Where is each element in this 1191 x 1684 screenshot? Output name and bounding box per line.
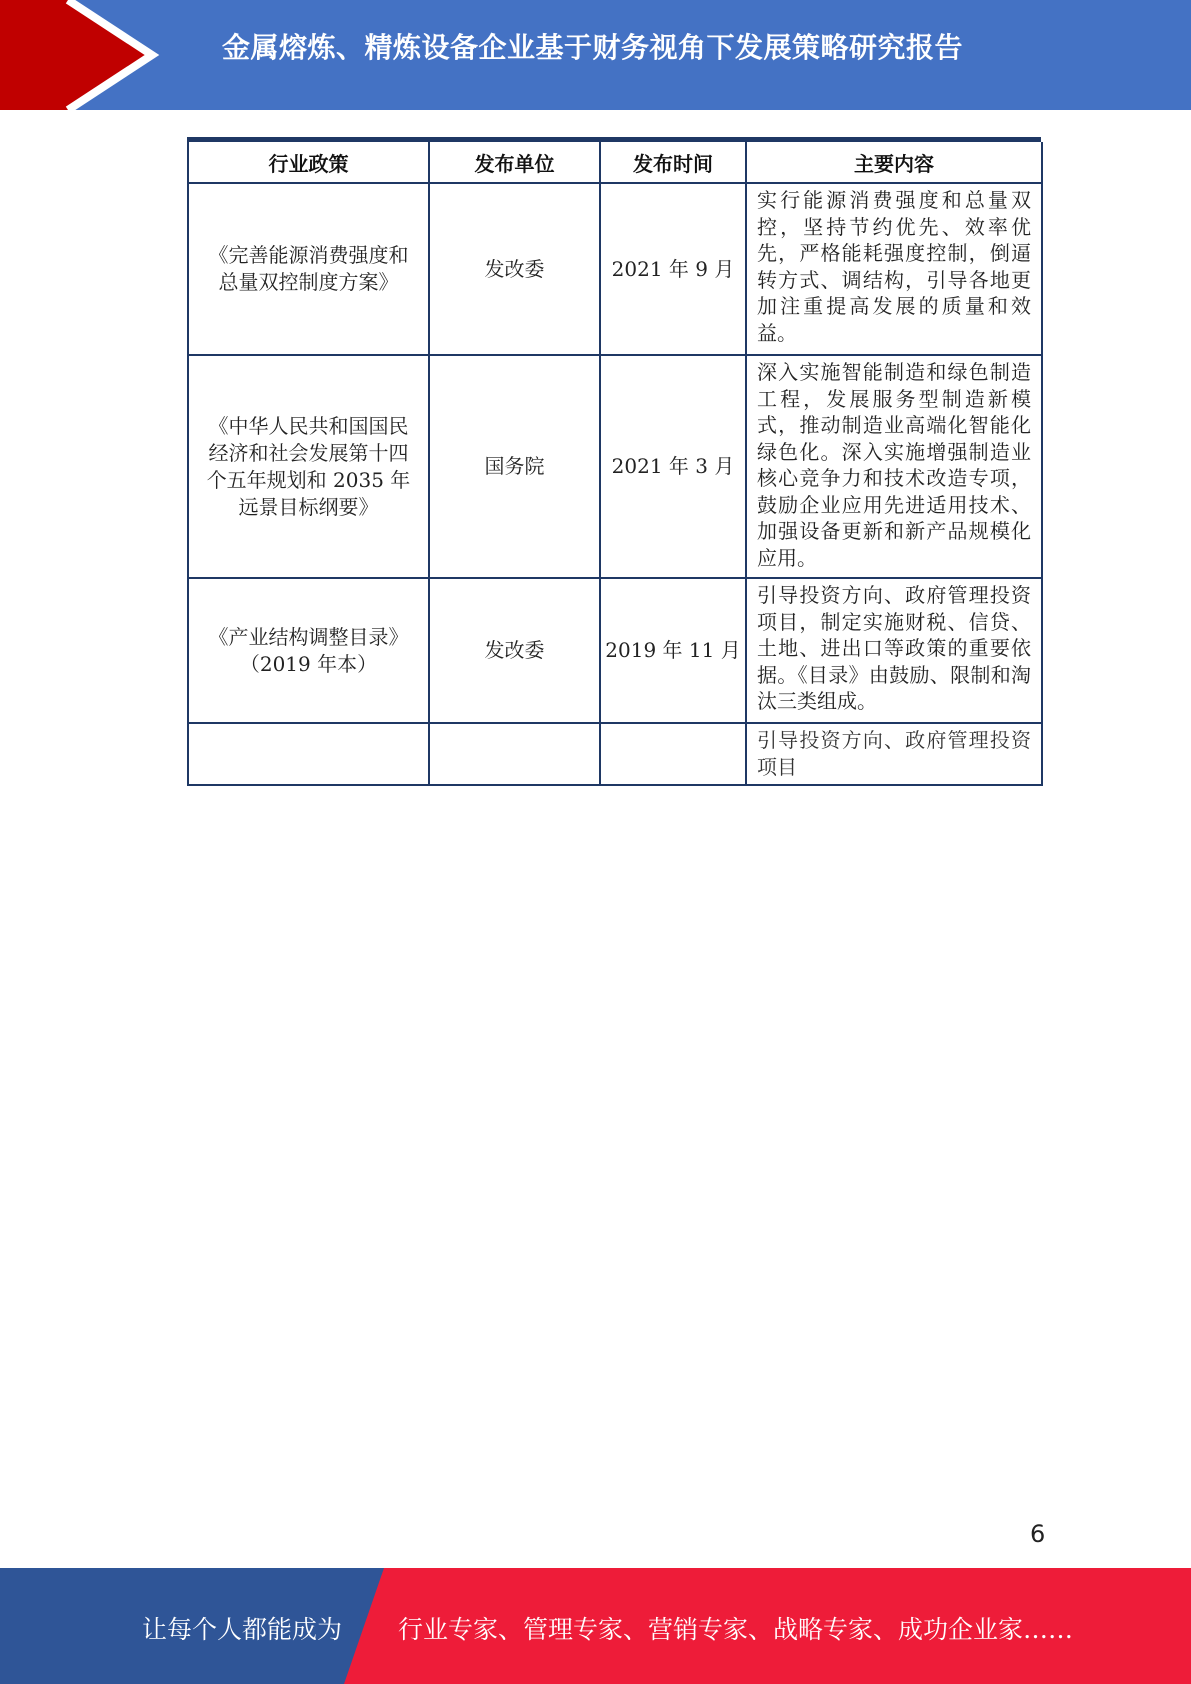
page-footer bbox=[0, 1568, 1191, 1684]
date-cell: 2021 年 3 月 bbox=[600, 355, 746, 578]
report-title: 金属熔炼、精炼设备企业基于财务视角下发展策略研究报告 bbox=[222, 31, 964, 64]
date-cell: 2021 年 9 月 bbox=[600, 183, 746, 355]
chevron-arrow-icon bbox=[0, 0, 160, 110]
issuer-cell: 发改委 bbox=[429, 578, 600, 723]
table-header-row bbox=[188, 142, 1042, 183]
issuer-cell: 国务院 bbox=[429, 355, 600, 578]
policy-name-cell: 《完善能源消费强度和总量双控制度方案》 bbox=[188, 183, 429, 355]
policy-name-line: 《产业结构调整目录》 bbox=[208, 624, 409, 649]
content-cell: 引导投资方向、政府管理投资项目，制定实施财税、信贷、土地、进出口等政策的重要依据。《目录》由鼓励、限制和淘汰三类组成。 bbox=[746, 578, 1042, 723]
column-header-policy: 行业政策 bbox=[188, 142, 429, 183]
policy-name-cell bbox=[188, 578, 429, 723]
column-header-date: 发布时间 bbox=[600, 142, 746, 183]
policy-table bbox=[187, 142, 1043, 786]
page-number: 6 bbox=[1030, 1520, 1046, 1548]
column-header-issuer: 发布单位 bbox=[429, 142, 600, 183]
partial-cell bbox=[188, 723, 429, 785]
partial-cell bbox=[429, 723, 600, 785]
policy-name-line: （2019 年本） bbox=[239, 651, 378, 676]
column-header-content: 主要内容 bbox=[746, 142, 1042, 183]
content-cell: 实行能源消费强度和总量双控，坚持节约优先、效率优先，严格能耗强度控制，倒逼转方式、调结构，引导各地更加注重提高发展的质量和效益。 bbox=[746, 183, 1042, 355]
table-row bbox=[188, 578, 1042, 723]
partial-row-text: 引导投资方向、政府管理投资项目 bbox=[757, 728, 1031, 779]
policy-name-cell: 《中华人民共和国国民经济和社会发展第十四个五年规划和 2035 年远景目标纲要》 bbox=[188, 355, 429, 578]
footer-slogan-right: 行业专家、管理专家、营销专家、战略专家、成功企业家…… bbox=[398, 1615, 1074, 1644]
table-row-partial bbox=[188, 723, 1042, 785]
partial-content-cell bbox=[746, 723, 1042, 785]
policy-table-container bbox=[187, 137, 1041, 779]
page-header bbox=[0, 0, 1191, 110]
content-cell: 深入实施智能制造和绿色制造工程，发展服务型制造新模式，推动制造业高端化智能化绿色化。深入实施增强制造业核心竞争力和技术改造专项，鼓励企业应用先进适用技术、加强设备更新和新产品规模化应用。 bbox=[746, 355, 1042, 578]
footer-slogan-left: 让每个人都能成为 bbox=[142, 1615, 343, 1644]
issuer-cell: 发改委 bbox=[429, 183, 600, 355]
table-row bbox=[188, 355, 1042, 578]
date-cell: 2019 年 11 月 bbox=[600, 578, 746, 723]
partial-cell bbox=[600, 723, 746, 785]
table-row bbox=[188, 183, 1042, 355]
